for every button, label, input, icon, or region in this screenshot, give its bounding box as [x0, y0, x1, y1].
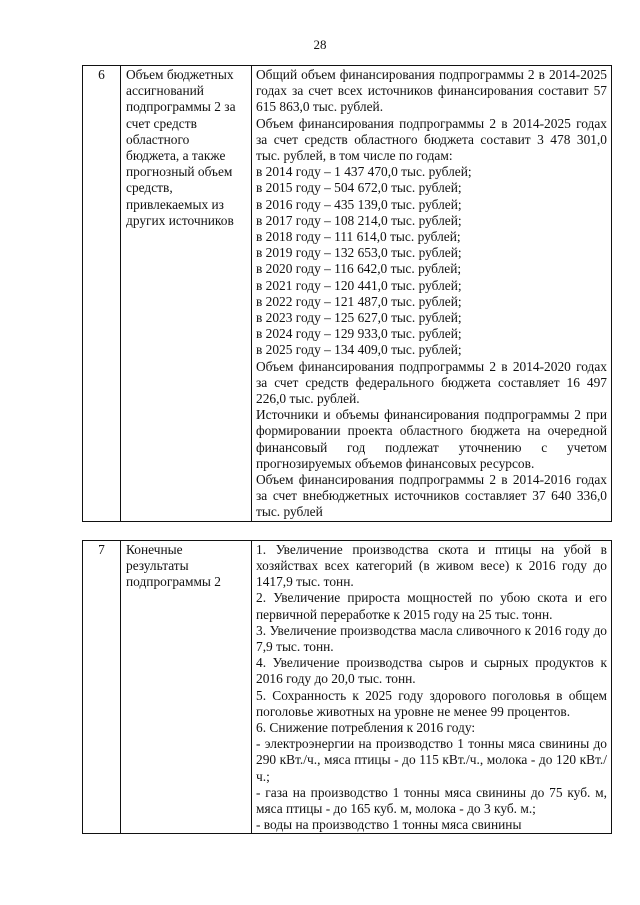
row-content — [252, 540, 612, 834]
row-name-line: бюджета, а также — [126, 148, 226, 164]
row-separator — [83, 521, 612, 540]
paragraph: - электроэнергии на производство 1 тонны мяса свинины до 290 кВт./ч., мяса птицы - до 115 кВт./ч., молока - до 120 кВт./ч.; — [256, 736, 607, 784]
paragraph: в 2017 году – 108 214,0 тыс. рублей; — [256, 212, 462, 228]
paragraph: в 2019 году – 132 653,0 тыс. рублей; — [256, 245, 462, 261]
row-separator-cell — [83, 521, 612, 540]
paragraph: 2. Увеличение прироста мощностей по убою скота и его первичной переработке к 2015 году на 25 тыс. тонн. — [256, 590, 607, 622]
paragraph: 3. Увеличение производства масла сливочного к 2016 году до 7,9 тыс. тонн. — [256, 622, 607, 654]
row-name-line: подпрограммы 2 за — [126, 99, 236, 115]
paragraph: Объем финансирования подпрограммы 2 в 2014-2016 годах за счет внебюджетных источников составляет 37 640 336,0 тыс. рублей — [256, 472, 607, 520]
paragraph: 4. Увеличение производства сыров и сырных продуктов к 2016 году до 20,0 тыс. тонн. — [256, 655, 607, 687]
paragraph: 6. Снижение потребления к 2016 году: — [256, 719, 476, 735]
row-name-line: результаты — [126, 557, 189, 573]
paragraph: 5. Сохранность к 2025 году здорового поголовья в общем поголовье животных на уровне не менее 99 процентов. — [256, 687, 607, 719]
paragraph: Общий объем финансирования подпрограммы 2 в 2014-2025 годах за счет всех источников финансирования составит 57 615 863,0 тыс. рублей. — [256, 67, 607, 115]
paragraph: 1. Увеличение производства скота и птицы на убой в хозяйствах всех категорий (в живом весе) к 2016 году до 1417,9 тыс. тонн. — [256, 541, 607, 590]
paragraph: в 2024 году – 129 933,0 тыс. рублей; — [256, 326, 462, 342]
passport-table — [82, 65, 612, 834]
row-name-line: областного — [126, 131, 190, 147]
table-row-7 — [83, 540, 612, 834]
paragraph: - газа на производство 1 тонны мяса свинины до 75 куб. м, мяса птицы - до 165 куб. м, молока - до 3 куб. м.; — [256, 784, 607, 816]
row-name — [121, 66, 252, 522]
row-name-line: средств, — [126, 180, 173, 196]
paragraph: в 2025 году – 134 409,0 тыс. рублей; — [256, 342, 462, 358]
paragraph: в 2020 году – 116 642,0 тыс. рублей; — [256, 261, 462, 277]
paragraph: в 2021 году – 120 441,0 тыс. рублей; — [256, 277, 462, 293]
paragraph: - воды на производство 1 тонны мяса свинины — [256, 817, 522, 833]
row-name-line: прогнозный объем — [126, 164, 233, 180]
row-name-line: Объем бюджетных — [126, 67, 234, 82]
row-name-line: подпрограммы 2 — [126, 574, 221, 590]
table-row-6 — [83, 66, 612, 522]
paragraph: в 2018 году – 111 614,0 тыс. рублей; — [256, 229, 461, 245]
row-name-line: других источников — [126, 212, 234, 228]
paragraph: Источники и объемы финансирования подпрограммы 2 при формировании проекта областного бюджета на очередной финансовый год подлежат уточнению с учетом прогнозируемых объемов финансовых ресурсов. — [256, 407, 607, 471]
paragraph: Объем финансирования подпрограммы 2 в 2014-2020 годах за счет средств федерального бюджета составляет 16 497 226,0 тыс. рублей. — [256, 358, 607, 407]
paragraph: в 2015 году – 504 672,0 тыс. рублей; — [256, 180, 462, 196]
paragraph: в 2016 году – 435 139,0 тыс. рублей; — [256, 196, 462, 212]
row-content — [252, 66, 612, 522]
paragraph: Объем финансирования подпрограммы 2 в 2014-2025 годах за счет средств областного бюджета составит 3 478 301,0 тыс. рублей, в том числе по годам: — [256, 115, 607, 164]
row-name — [121, 540, 252, 834]
page-number: 28 — [313, 37, 327, 52]
paragraph: в 2014 году – 1 437 470,0 тыс. рублей; — [256, 164, 472, 180]
row-name-line: счет средств — [126, 115, 197, 131]
row-name-line: привлекаемых из — [126, 196, 224, 212]
paragraph: в 2023 году – 125 627,0 тыс. рублей; — [256, 310, 462, 326]
row-number: 7 — [83, 540, 121, 834]
row-name-line: Конечные — [126, 541, 183, 557]
paragraph: в 2022 году – 121 487,0 тыс. рублей; — [256, 293, 462, 309]
row-number: 6 — [83, 66, 121, 522]
row-name-line: ассигнований — [126, 83, 204, 99]
